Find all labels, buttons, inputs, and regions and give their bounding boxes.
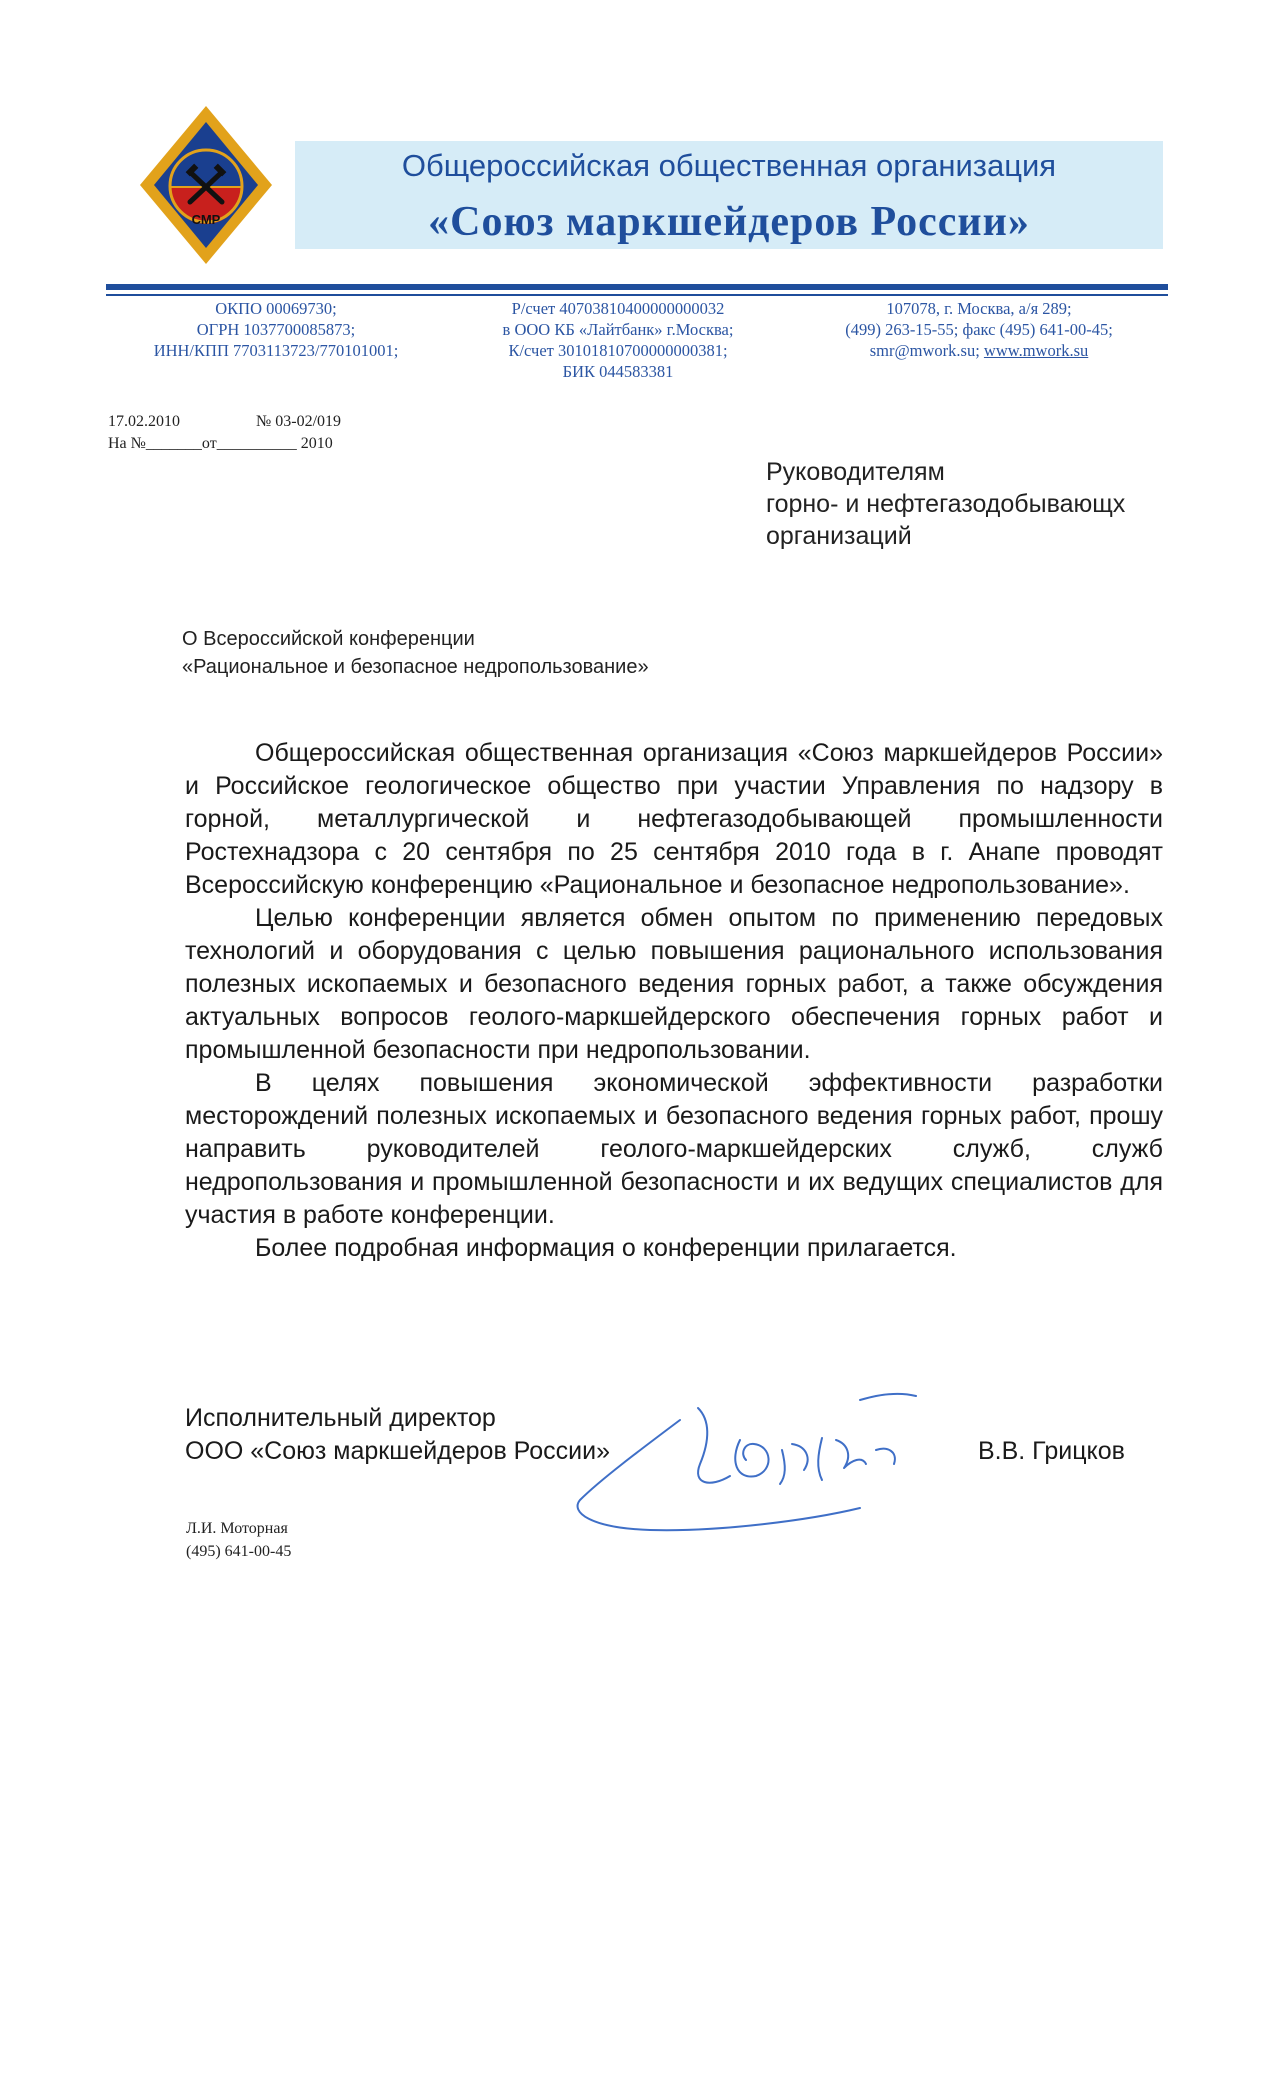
requisites-registration [106, 298, 446, 361]
recipient-line: организаций [766, 522, 912, 550]
requisites-contacts [790, 298, 1168, 361]
document-number: № 03-02/019 [256, 413, 342, 430]
signatory-organization: ООО «Союз маркшейдеров России» [185, 1437, 610, 1465]
org-name-line2: «Союз маркшейдеров России» [428, 199, 1030, 245]
org-logo [138, 104, 274, 266]
subject-line: «Рациональное и безопасное недропользование» [182, 656, 649, 678]
account-text: Р/счет 40703810400000000032 [511, 299, 725, 318]
website-link[interactable]: www.mwork.su [983, 341, 1089, 360]
okpo-text: ОКПО 00069730; [215, 299, 337, 318]
logo-text: СМР [191, 212, 221, 227]
ogrn-text: ОГРН 1037700085873; [196, 320, 356, 339]
reference-line: На №_______от__________ 2010 [108, 435, 333, 452]
header-rule-thick [106, 284, 1168, 290]
executor-phone: (495) 641-00-45 [186, 1543, 292, 1560]
document-date: 17.02.2010 [108, 413, 180, 430]
email-website-line [790, 340, 1168, 361]
org-name-line1: Общероссийская общественная организация [401, 148, 1057, 183]
executor-name: Л.И. Моторная [186, 1520, 288, 1537]
recipient-line: горно- и нефтегазодобывающх [766, 490, 1126, 518]
body-paragraph: Целью конференции является обмен опытом по применению передовых технологий и оборудования с целью повышения рационального использования полезных ископаемых и безопасного ведения горных работ, а также обсуждения актуальных вопросов геолого-маркшейдерского обеспечения горных работ и промышленной безопасности при недропользовании. [185, 904, 1163, 1064]
letter-body [185, 737, 1163, 1265]
signatory-name: В.В. Грицков [978, 1437, 1125, 1465]
bik-text: БИК 044583381 [562, 362, 674, 381]
body-paragraph: В целях повышения экономической эффективности разработки месторождений полезных ископаемых и безопасного ведения горных работ, прошу направить руководителей геолого-маркшейдерских служб, служб недропользования и промышленной безопасности и их ведущих специалистов для участия в работе конференции. [185, 1069, 1163, 1229]
requisites-bank [448, 298, 788, 382]
phone-fax: (499) 263-15-55; факс (495) 641-00-45; [845, 320, 1113, 339]
header-rule-thin [106, 294, 1168, 296]
email-link[interactable]: smr@mwork.su; [869, 341, 980, 360]
bank-name-text: в ООО КБ «Лайтбанк» г.Москва; [502, 320, 734, 339]
handwritten-signature [560, 1380, 1000, 1540]
subject-line: О Всероссийской конференции [182, 628, 475, 650]
inn-kpp-text: ИНН/КПП 7703113723/770101001; [153, 341, 399, 360]
body-paragraph: Общероссийская общественная организация «Союз маркшейдеров России» и Российское геологическое общество при участии Управления по надзору в горной, металлургической и нефтегазодобывающей промышленности Ростехнадзора с 20 сентября по 25 сентября 2010 года в г. Анапе проводят Всероссийскую конференцию «Рациональное и безопасное недропользование». [185, 739, 1163, 899]
signatory-title: Исполнительный директор [185, 1404, 496, 1432]
recipient-line: Руководителям [766, 458, 945, 486]
postal-address: 107078, г. Москва, а/я 289; [886, 299, 1072, 318]
corr-account-text: К/счет 30101810700000000381; [508, 341, 728, 360]
body-paragraph: Более подробная информация о конференции прилагается. [255, 1234, 957, 1262]
